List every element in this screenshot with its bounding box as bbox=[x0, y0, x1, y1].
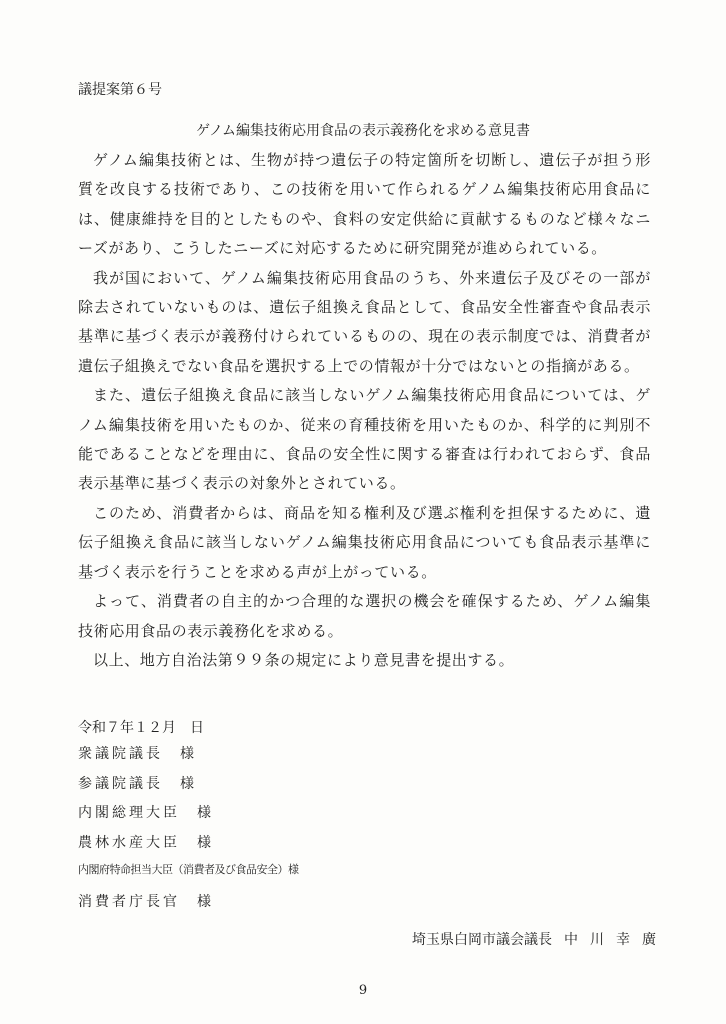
paragraph: ゲノム編集技術とは、生物が持つ遺伝子の特定箇所を切断し、遺伝子が担う形質を改良する技術であり、この技術を用いて作られるゲノム編集技術応用食品には、健康維持を目的としたものや、食料の安定供給に貢献するものなど様々なニーズがあり、こうしたニーズに対応するために研究開発が進められている。 bbox=[78, 151, 651, 258]
submission-date: 令和７年１２月 日 bbox=[78, 720, 204, 736]
recipient: 参議院議長 様 bbox=[78, 775, 197, 792]
recipient-list bbox=[78, 743, 299, 921]
sender-block bbox=[412, 929, 668, 949]
recipient: 農林水産大臣 様 bbox=[78, 834, 214, 851]
recipient: 衆議院議長 様 bbox=[78, 746, 197, 762]
sender-name: 中川幸廣 bbox=[564, 932, 668, 948]
paragraph: また、遺伝子組換え食品に該当しないゲノム編集技術応用食品については、ゲノム編集技術を用いたものか、従来の育種技術を用いたものか、科学的に判別不能であることなどを理由に、食品の安全性に関する審査は行われておらず、食品表示基準に基づく表示の対象外とされている。 bbox=[78, 386, 651, 493]
body-text bbox=[78, 146, 651, 675]
sender-title: 埼玉県白岡市議会議長 bbox=[412, 932, 552, 948]
recipient: 内閣府特命担当大臣（消費者及び食品安全）様 bbox=[78, 863, 299, 877]
paragraph: 我が国において、ゲノム編集技術応用食品のうち、外来遺伝子及びその一部が除去されていないものは、遺伝子組換え食品として、食品安全性審査や食品表示基準に基づく表示が義務付けられているものの、現在の表示制度では、消費者が遺伝子組換えでない食品を選択する上での情報が十分ではないとの指摘がある。 bbox=[78, 268, 651, 375]
closing-paragraph: 以上、地方自治法第９９条の規定により意見書を提出する。 bbox=[93, 650, 515, 669]
bill-number: 議提案第６号 bbox=[78, 82, 162, 98]
recipient: 消費者庁長官 様 bbox=[78, 893, 214, 910]
page-number: 9 bbox=[358, 983, 368, 998]
recipient: 内閣総理大臣 様 bbox=[78, 805, 214, 822]
paragraph: このため、消費者からは、商品を知る権利及び選ぶ権利を担保するために、遺伝子組換え食品に該当しないゲノム編集技術応用食品についても食品表示基準に基づく表示を行うことを求める声が上がっている。 bbox=[78, 503, 651, 581]
document-title: ゲノム編集技術応用食品の表示義務化を求める意見書 bbox=[195, 123, 531, 139]
paragraph: よって、消費者の自主的かつ合理的な選択の機会を確保するため、ゲノム編集技術応用食品の表示義務化を求める。 bbox=[78, 592, 651, 640]
